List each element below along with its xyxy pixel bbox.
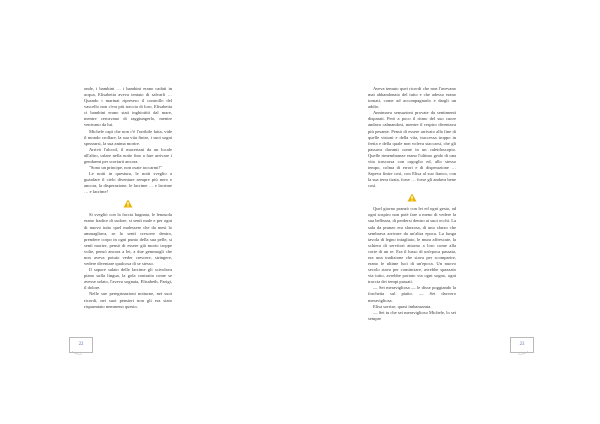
right-page-text xyxy=(368,86,456,322)
left-paragraph: Il sapore salato delle lacrime gli scivolava piano sulla lingua, la gola contratta come se avesse urlato, l'aveva sognata, Elisabeth, Parigi, il dolore. xyxy=(84,267,172,291)
right-page xyxy=(300,0,600,424)
left-paragraph: Le notti in questura, le notti sveglio a guardare il cielo diventare sempre più nero e ancora, la disperazione, le lacrime … e lacrime … e lacrime! xyxy=(84,171,172,195)
right-paragraph: Aveva temuto quei ricordi che non l'avevano mai abbandonato del tutto e che adesso erano tornati, come ad accompagnarlo e dargli un addio. xyxy=(368,86,456,110)
left-paragraph: Si svegliò con la faccia bagnata, le lenzuola erano fradice di sudore, si sentì male e per ogni di nuovo tutto quel malessere che da mesi lo ammagliava, se lo sentì crescere dentro, prendere corpo in ogni punto della sua pelle, si sentì morire, pensò di essere già morto troppe volte, pensò ancora a lei, a due gemmogli che non aveva potuto veder crescere, stringere, vedere diventare qualcosa di se stesso. xyxy=(84,212,172,267)
folio-curl-icon xyxy=(72,351,82,355)
left-paragraph: onde, i bambini … i bambini erano caduti in acqua, Elisabetta aveva tentato di salvarli … Quando i marinai ripresero il controllo del vascello non c'era più traccia di loro, Elisabetta ci bambini erano stati inghiottiti dal mare, mentre cercavano di raggiungerlo, mentre venivano da lui. xyxy=(84,86,172,128)
right-paragraph: Quel giorno pranzò con lei ed ogni gesto, ad ogni sospiro non potè fare a meno di vedere la sua bellezza, di perdersi dentro ai suoi occhi. La sala da pranzo era sfarzosa, di uno sfarzo che sembrava arrivare da un'altra epoca. La lunga tavola di legno intagliato, le mura affrescate, la schiera di servitori attorno a loro come alla corte di un re. Era il lusso di un'epoca passata, era una tradizione che stava per scomparire, erano le ultime luci di un'epoca. Un nuovo secolo stava per cominciare, avrebbe spazzato via tutto, avrebbe portato via ogni sogno, ogni traccia dei tempi passati. xyxy=(368,206,456,285)
right-paragraph: — Sei meravigliosa — le disse poggiando la forchetta sul piatto. — Sei davvero meravigliosa. xyxy=(368,285,456,303)
left-paragraph: Michele capì che non c'è l'orribile fatta, vide il mondo crollare, la sua vita finire, i suoi sogni spezzarsi, la sua anima morire. xyxy=(84,128,172,146)
page-number-text: 23 xyxy=(519,342,525,347)
left-paragraph: Nelle sue peregrinazioni notturne, nei suoi ricordi, nei suoi pensieri non gli era stato risparmiato nemmeno questo. xyxy=(84,291,172,309)
right-paragraph: Annimava sensazioni provate da sentimenti disparati. Però a poco il ritmo del suo cuore andava calmandosi, mentre il respiro diventava più pesante. Pensò di essere arrivato alla fine di quelle visioni e della vita, traccessa troppo in fretta e della quale non voleva staccarsi, che gli passava davanti come in un caleidoscopio. Quelle rimembranze erano l'ultimo grido di una vita trascorsa con orgoglio ed, allo stesso tempo, colma di errori e di disperazione … Sapeva finire così, con Elisa al suo fianco, con la sua terra tirata, forse … forse gli andava bene così. xyxy=(368,110,456,189)
triangle-ornament-icon xyxy=(407,193,417,202)
folio-curl-icon xyxy=(518,351,528,355)
left-paragraph: Arrivò l'alcool, il maceriani da un locale all'altro, urlare nella notte fino a fare arrivare i gendarmi per scortarti ancora. xyxy=(84,146,172,164)
page-number-text: 22 xyxy=(78,342,84,347)
right-paragraph: Elisa sorrise, quasi imbarazzata. xyxy=(373,303,432,309)
left-page-text xyxy=(84,86,172,310)
left-paragraph: "Sono un principe, non osate toccarmi!" xyxy=(89,165,162,171)
triangle-ornament-icon xyxy=(123,199,133,208)
right-paragraph: — Sei tu che sei meraviglioso Michele, lo sei sempre xyxy=(368,309,456,321)
